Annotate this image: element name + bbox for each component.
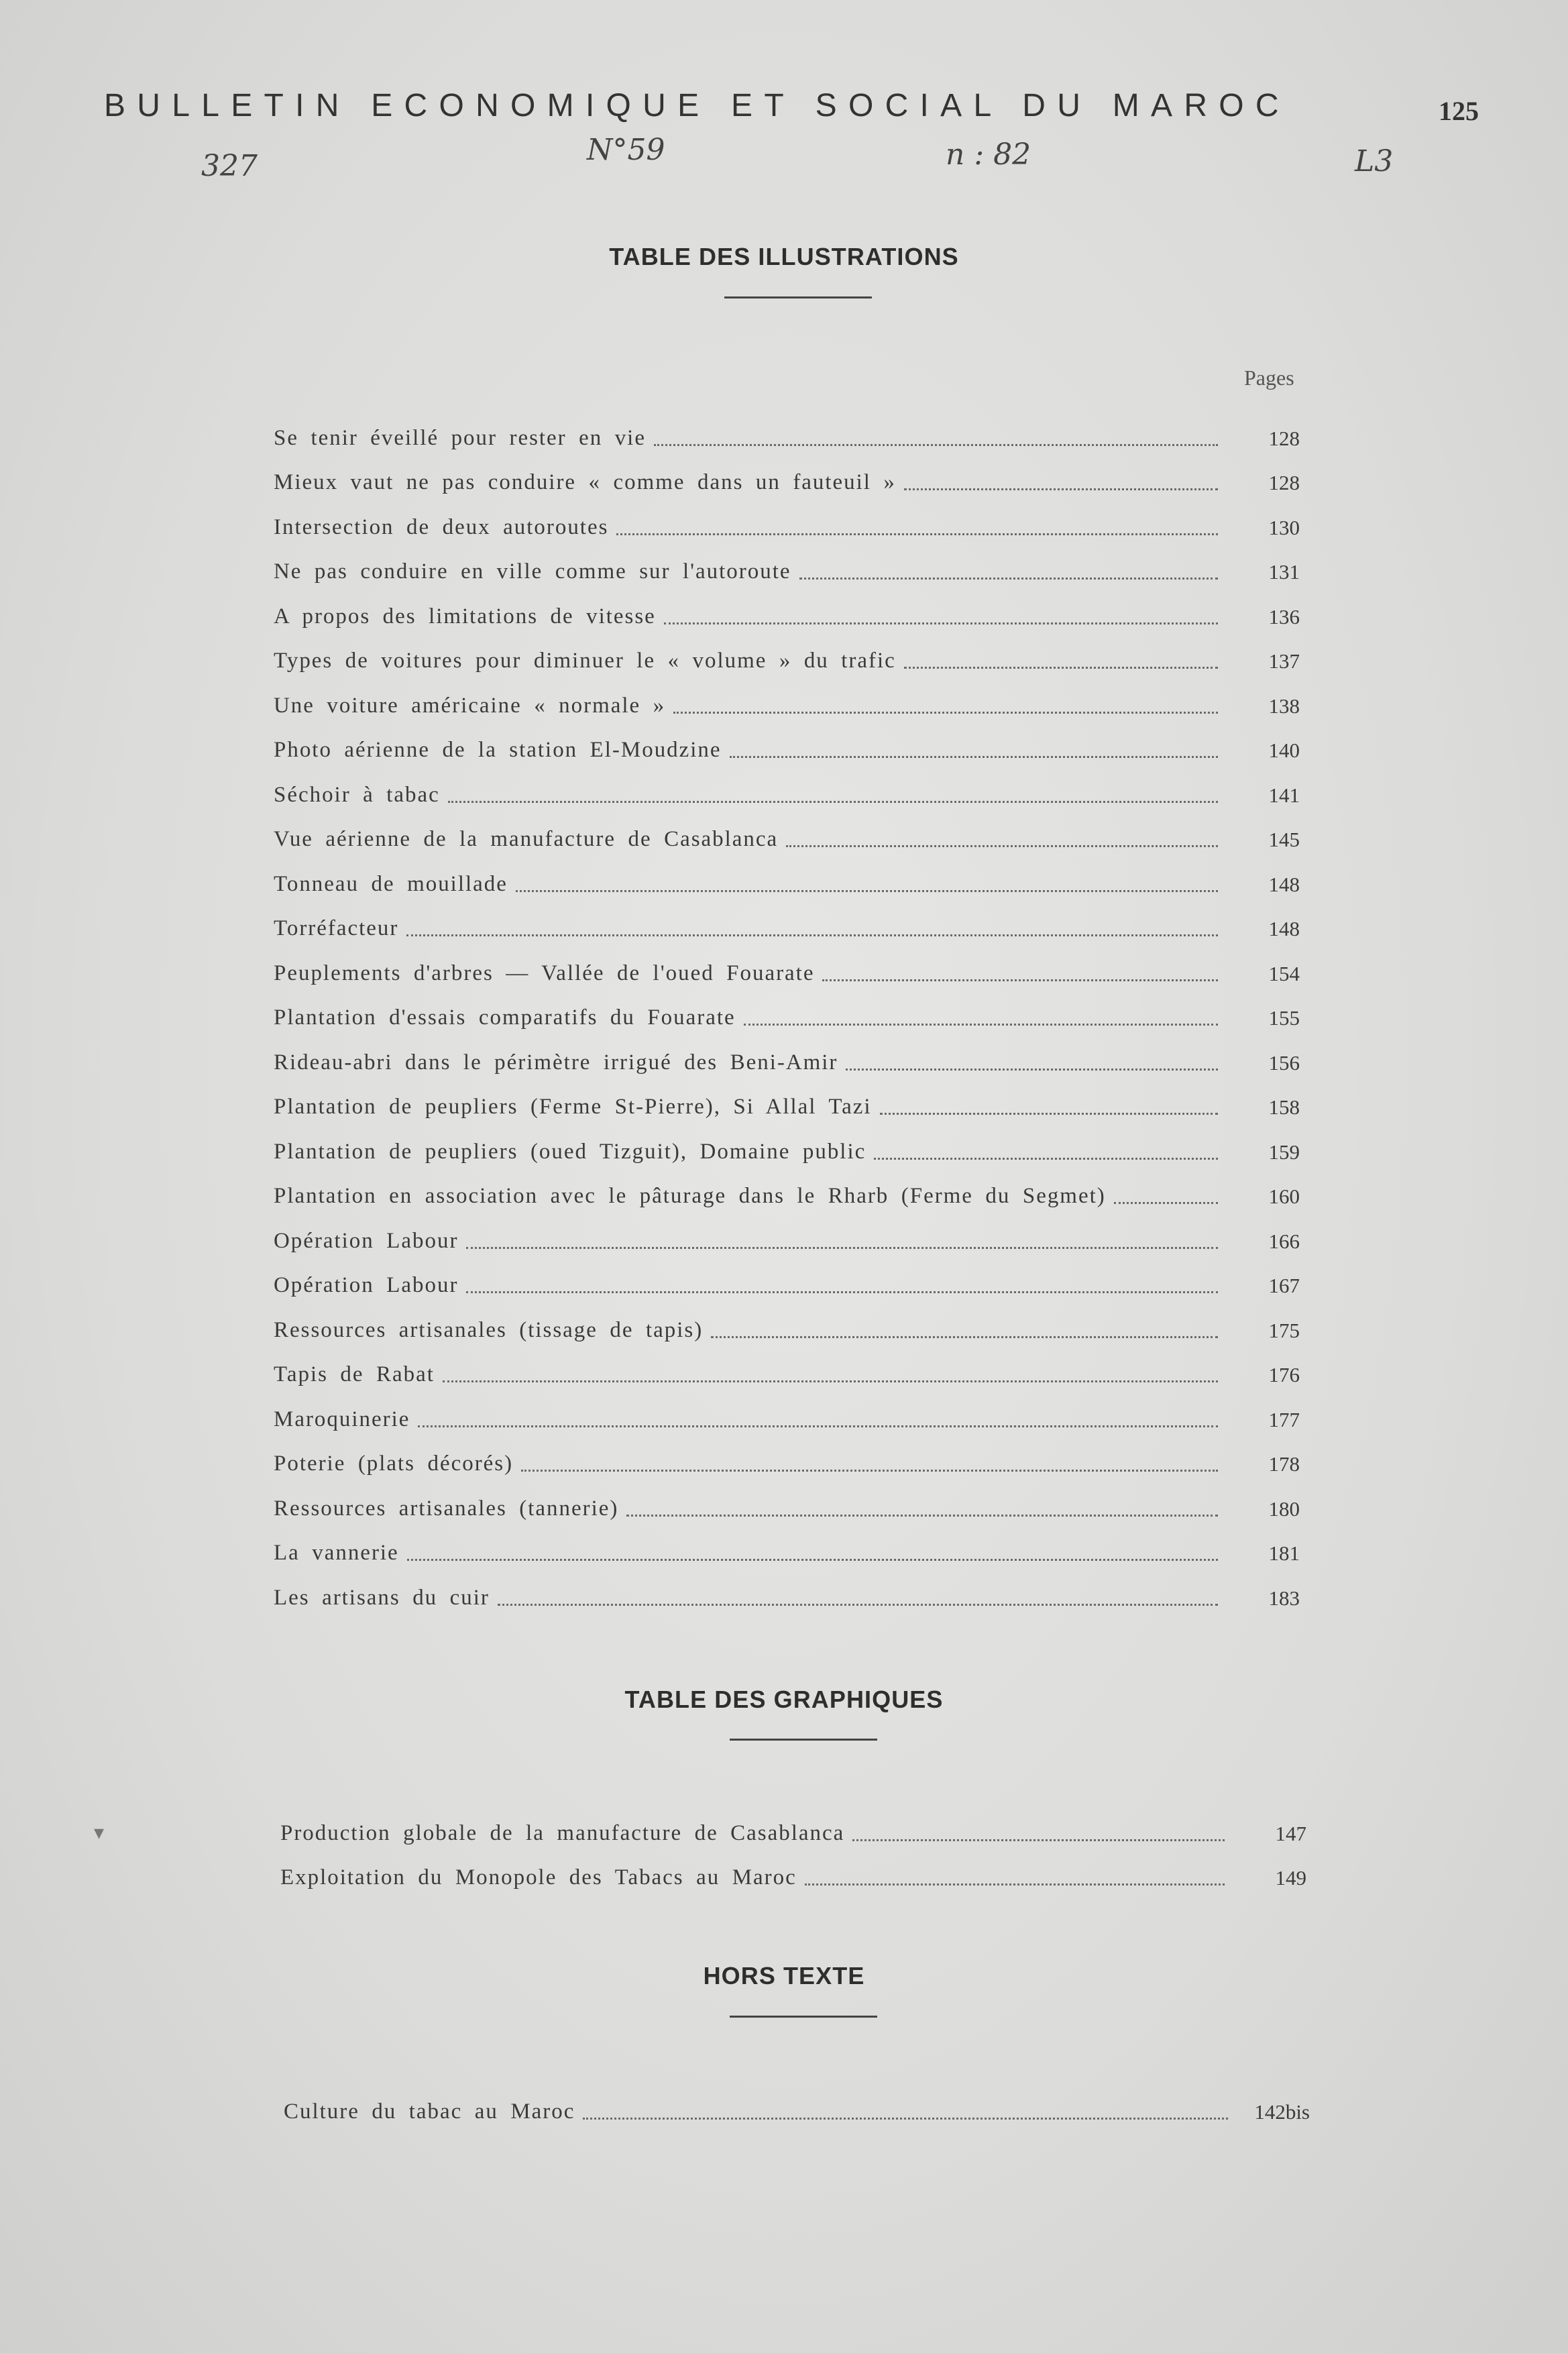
dot-leader — [711, 1336, 1218, 1338]
entry-title: Culture du tabac au Maroc — [284, 2099, 575, 2124]
toc-entry — [274, 1521, 1300, 1566]
toc-entry — [280, 1801, 1306, 1846]
dot-leader — [673, 712, 1218, 714]
entry-page: 175 — [1268, 1318, 1300, 1342]
dot-leader — [874, 1158, 1218, 1160]
entry-title: Torréfacteur — [274, 916, 399, 940]
entry-title: Rideau-abri dans le périmètre irrigué des Beni-Amir — [274, 1050, 838, 1075]
entry-title: Vue aérienne de la manufacture de Casablanca — [274, 827, 779, 851]
entry-page: 128 — [1268, 426, 1300, 450]
page-number: 125 — [1439, 96, 1479, 126]
entry-page: 145 — [1268, 828, 1300, 851]
handwritten-note-2: N°59 — [587, 133, 665, 167]
entry-page: 167 — [1268, 1274, 1300, 1297]
dot-leader — [406, 934, 1218, 936]
entry-title: Ressources artisanales (tannerie) — [274, 1496, 619, 1521]
toc-entry — [284, 2079, 1310, 2124]
entry-page: 156 — [1268, 1050, 1300, 1075]
toc-entry — [274, 495, 1300, 540]
heading-underline — [730, 1739, 877, 1741]
scan-mark: ▾ — [94, 1821, 105, 1845]
entry-title: Les artisans du cuir — [274, 1585, 490, 1610]
entry-title: Peuplements d'arbres — Vallée de l'oued Fouarate — [274, 961, 815, 985]
entry-title: Ressources artisanales (tissage de tapis) — [274, 1317, 704, 1342]
entry-title: A propos des limitations de vitesse — [274, 604, 656, 628]
toc-entry — [274, 1476, 1300, 1521]
illustrations-list — [274, 406, 1300, 1610]
entry-page: 158 — [1268, 1095, 1300, 1119]
entry-page: 166 — [1268, 1229, 1300, 1253]
entry-title: Photo aérienne de la station El-Moudzine — [274, 738, 722, 762]
pages-column-label: Pages — [1244, 366, 1294, 390]
hors-texte-heading: HORS TEXTE — [703, 1962, 865, 1989]
toc-entry — [274, 941, 1300, 986]
toc-entry — [274, 1387, 1300, 1432]
illustrations-heading: TABLE DES ILLUSTRATIONS — [609, 243, 959, 270]
dot-leader — [846, 1069, 1218, 1071]
entry-title: Plantation de peupliers (oued Tizguit), Domaine public — [274, 1139, 866, 1164]
toc-entry — [274, 986, 1300, 1031]
toc-entry — [280, 1846, 1306, 1891]
toc-entry — [274, 540, 1300, 585]
dot-leader — [498, 1604, 1218, 1606]
entry-page: 130 — [1268, 515, 1300, 539]
dot-leader — [786, 845, 1218, 847]
dot-leader — [407, 1559, 1218, 1561]
dot-leader — [466, 1291, 1218, 1293]
heading-underline — [730, 2016, 877, 2018]
dot-leader — [805, 1883, 1225, 1885]
entry-title: Plantation en association avec le pâturage dans le Rharb (Ferme du Segmet) — [274, 1184, 1106, 1208]
entry-title: Maroquinerie — [274, 1407, 410, 1431]
entry-page: 154 — [1268, 961, 1300, 985]
dot-leader — [799, 578, 1219, 580]
entry-title: Opération Labour — [274, 1228, 459, 1253]
toc-entry — [274, 852, 1300, 897]
entry-title: Poterie (plats décorés) — [274, 1452, 514, 1476]
entry-title: Production globale de la manufacture de Casablanca — [280, 1820, 845, 1845]
entry-page: 159 — [1268, 1140, 1300, 1164]
toc-entry — [274, 1075, 1300, 1120]
toc-entry — [274, 763, 1300, 808]
entry-title: La vannerie — [274, 1541, 399, 1565]
handwritten-note-4: L3 — [1355, 144, 1394, 178]
toc-entry — [274, 1164, 1300, 1209]
handwritten-note-1: 327 — [201, 149, 258, 183]
entry-title: Tonneau de mouillade — [274, 871, 508, 896]
entry-page: 180 — [1268, 1496, 1300, 1521]
dot-leader — [516, 890, 1218, 892]
toc-entry — [274, 1030, 1300, 1075]
dot-leader — [466, 1247, 1218, 1249]
entry-title: Intersection de deux autoroutes — [274, 514, 609, 539]
heading-underline — [724, 296, 872, 298]
entry-page: 155 — [1268, 1006, 1300, 1030]
dot-leader — [1114, 1202, 1218, 1204]
entry-page: 148 — [1268, 872, 1300, 896]
toc-entry — [274, 629, 1300, 674]
entry-page: 142bis — [1254, 2099, 1310, 2124]
entry-title: Exploitation du Monopole des Tabacs au Maroc — [280, 1865, 797, 1890]
dot-leader — [730, 756, 1218, 758]
dot-leader — [904, 488, 1218, 490]
dot-leader — [664, 622, 1218, 624]
entry-title: Ne pas conduire en ville comme sur l'autoroute — [274, 559, 791, 584]
entry-page: 148 — [1268, 917, 1300, 940]
handwritten-note-3: n : 82 — [946, 138, 1031, 172]
entry-title: Plantation de peupliers (Ferme St-Pierre), Si Allal Tazi — [274, 1095, 872, 1119]
dot-leader — [616, 533, 1218, 535]
toc-entry — [274, 584, 1300, 629]
toc-entry — [274, 406, 1300, 451]
entry-page: 183 — [1268, 1586, 1300, 1610]
entry-page: 140 — [1268, 738, 1300, 762]
dot-leader — [448, 801, 1218, 803]
dot-leader — [583, 2118, 1228, 2120]
toc-entry — [274, 1254, 1300, 1299]
entry-page: 136 — [1268, 604, 1300, 628]
entry-page: 176 — [1268, 1363, 1300, 1386]
dot-leader — [418, 1425, 1218, 1427]
entry-title: Séchoir à tabac — [274, 782, 440, 807]
hors-texte-list — [284, 2079, 1310, 2124]
entry-page: 177 — [1268, 1407, 1300, 1431]
entry-title: Se tenir éveillé pour rester en vie — [274, 425, 646, 450]
toc-entry — [274, 1343, 1300, 1388]
toc-entry — [274, 673, 1300, 718]
dot-leader — [521, 1470, 1218, 1472]
toc-entry — [274, 1566, 1300, 1610]
entry-page: 138 — [1268, 694, 1300, 718]
entry-title: Types de voitures pour diminuer le « volume » du trafic — [274, 649, 896, 673]
entry-page: 178 — [1268, 1452, 1300, 1476]
toc-entry — [274, 808, 1300, 853]
entry-page: 141 — [1268, 783, 1300, 807]
entry-title: Opération Labour — [274, 1273, 459, 1297]
dot-leader — [626, 1515, 1218, 1517]
entry-page: 181 — [1268, 1541, 1300, 1565]
dot-leader — [443, 1380, 1218, 1382]
entry-page: 149 — [1275, 1866, 1306, 1890]
graphiques-list — [280, 1801, 1306, 1890]
entry-title: Tapis de Rabat — [274, 1362, 435, 1386]
toc-entry — [274, 451, 1300, 496]
entry-title: Une voiture américaine « normale » — [274, 693, 666, 718]
dot-leader — [904, 667, 1218, 669]
dot-leader — [744, 1024, 1218, 1026]
entry-page: 160 — [1268, 1185, 1300, 1208]
dot-leader — [880, 1113, 1218, 1115]
toc-entry — [274, 1432, 1300, 1477]
dot-leader — [822, 979, 1218, 981]
toc-entry — [274, 897, 1300, 942]
entry-title: Plantation d'essais comparatifs du Fouarate — [274, 1005, 736, 1030]
entry-page: 128 — [1268, 471, 1300, 494]
graphiques-heading: TABLE DES GRAPHIQUES — [624, 1686, 944, 1713]
toc-entry — [274, 718, 1300, 763]
toc-entry — [274, 1209, 1300, 1254]
toc-entry — [274, 1119, 1300, 1164]
dot-leader — [852, 1839, 1225, 1841]
dot-leader — [654, 444, 1218, 446]
entry-page: 137 — [1268, 649, 1300, 673]
toc-entry — [274, 1298, 1300, 1343]
entry-page: 147 — [1275, 1821, 1306, 1845]
entry-title: Mieux vaut ne pas conduire « comme dans un fauteuil » — [274, 470, 896, 494]
entry-page: 131 — [1268, 560, 1300, 584]
journal-title: BULLETIN ECONOMIQUE ET SOCIAL DU MAROC — [104, 88, 1290, 123]
